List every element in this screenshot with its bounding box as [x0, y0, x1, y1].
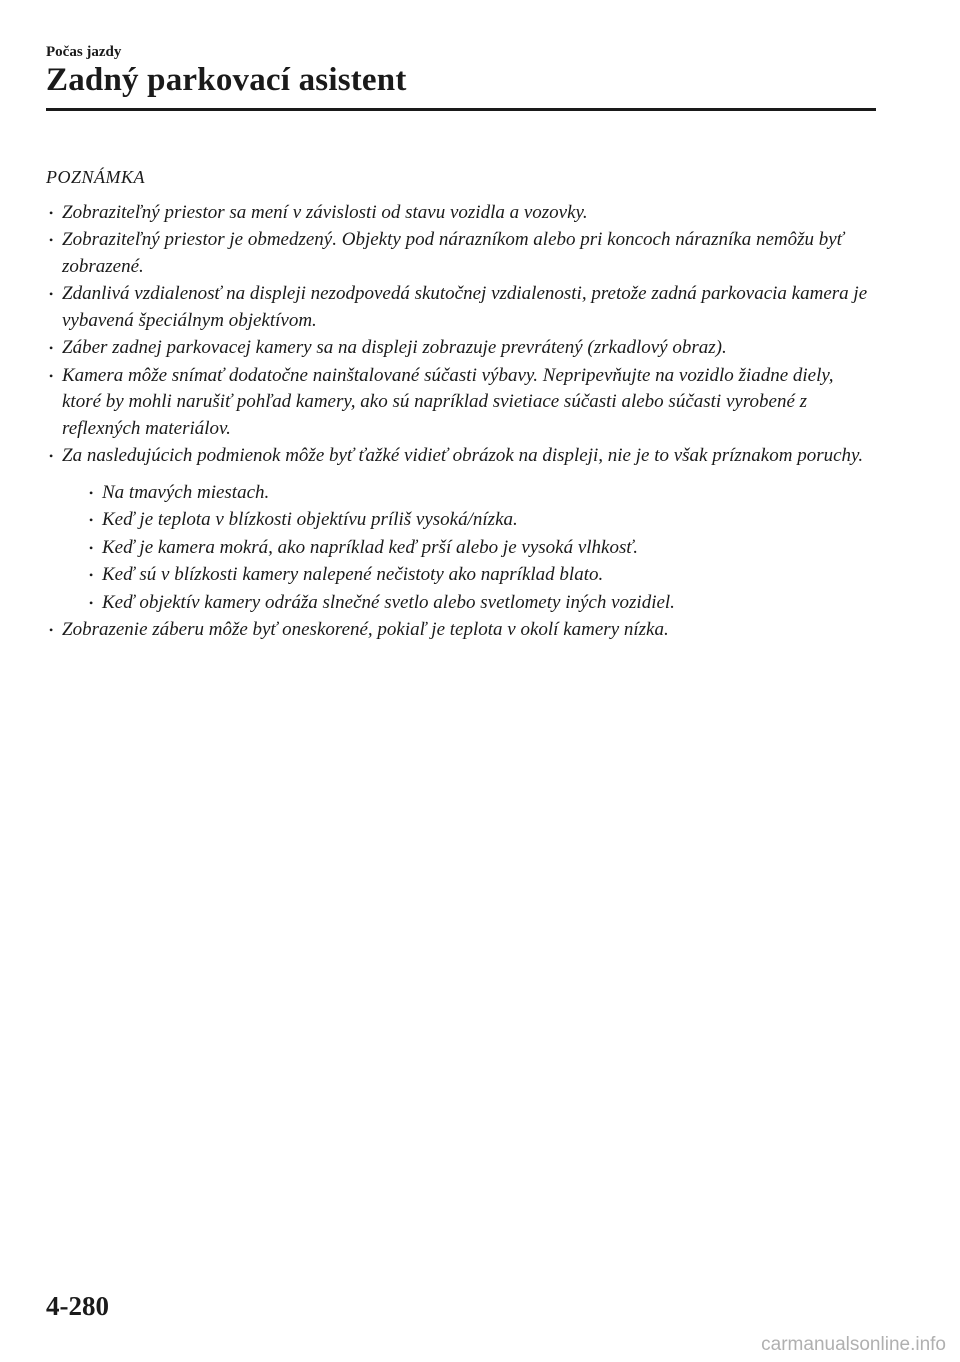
title-rule: [46, 108, 876, 111]
note-sub-item-text: Na tmavých miestach.: [102, 481, 270, 503]
bullet-icon: •: [89, 540, 94, 555]
bullet-icon: •: [49, 341, 54, 355]
page-number: 4-280: [46, 1291, 109, 1321]
note-item: [46, 335, 876, 362]
bullet-icon: •: [89, 595, 94, 610]
note-item-text: Kamera môže snímať dodatočne nainštalované súčasti výbavy. Nepripevňujte na vozidlo žiadne diely, ktoré by mohli narušiť pohľad kamery, ako sú napríklad svietiace súčasti alebo súčasti vyrobené z reflexných materiálov.: [62, 364, 834, 439]
note-item-text: Zdanlivá vzdialenosť na displeji nezodpovedá skutočnej vzdialenosti, pretože zadná parkovacia kamera je vybavená špeciálnym objektívom.: [62, 283, 868, 331]
note-sub-item-text: Keď je kamera mokrá, ako napríklad keď prší alebo je vysoká vlhkosť.: [102, 536, 639, 558]
note-sub-item: [86, 480, 876, 507]
note-sub-item: [86, 590, 876, 617]
page-title: Zadný parkovací asistent: [46, 62, 407, 98]
note-item-text: Zobrazenie záberu môže byť oneskorené, pokiaľ je teplota v okolí kamery nízka.: [62, 619, 669, 640]
note-item: [46, 227, 876, 280]
note-sub-item: [86, 535, 876, 562]
note-sub-item-text: Keď objektív kamery odráža slnečné svetlo alebo svetlomety iných vozidiel.: [102, 591, 675, 613]
bullet-icon: •: [49, 205, 54, 220]
note-list: [46, 200, 876, 644]
note-item: [46, 200, 876, 227]
note-sub-item: [86, 507, 876, 534]
note-box: [46, 164, 876, 645]
note-item: [46, 363, 876, 443]
bullet-icon: •: [49, 368, 54, 383]
note-item-text: Za nasledujúcich podmienok môže byť ťažké vidieť obrázok na displeji, nie je to však príznakom poruchy.: [62, 445, 864, 466]
bullet-icon: •: [89, 513, 94, 527]
bullet-icon: •: [89, 485, 94, 500]
note-sub-item-text: Keď sú v blízkosti kamery nalepené nečistoty ako napríklad blato.: [102, 564, 604, 585]
bullet-icon: •: [49, 233, 54, 247]
note-item-text: Záber zadnej parkovacej kamery sa na displeji zobrazuje prevrátený (zrkadlový obraz).: [62, 337, 727, 358]
watermark-link[interactable]: carmanualsonline.info: [761, 1334, 946, 1355]
note-sub-list: [62, 480, 876, 617]
note-item: [46, 617, 876, 644]
note-sub-item-text: Keď je teplota v blízkosti objektívu príliš vysoká/nízka.: [102, 509, 518, 530]
bullet-icon: •: [89, 568, 94, 582]
bullet-icon: •: [49, 449, 54, 463]
note-item: [46, 443, 876, 616]
note-item: [46, 281, 876, 334]
section-label: Počas jazdy: [46, 44, 122, 60]
note-item-text: Zobraziteľný priestor sa mení v závislosti od stavu vozidla a vozovky.: [62, 201, 588, 223]
note-heading: POZNÁMKA: [46, 167, 146, 187]
bullet-icon: •: [49, 287, 54, 301]
bullet-icon: •: [49, 623, 54, 637]
note-sub-item: [86, 562, 876, 589]
note-item-text: Zobraziteľný priestor je obmedzený. Objekty pod nárazníkom alebo pri koncoch nárazníka nemôžu byť zobrazené.: [62, 229, 844, 277]
